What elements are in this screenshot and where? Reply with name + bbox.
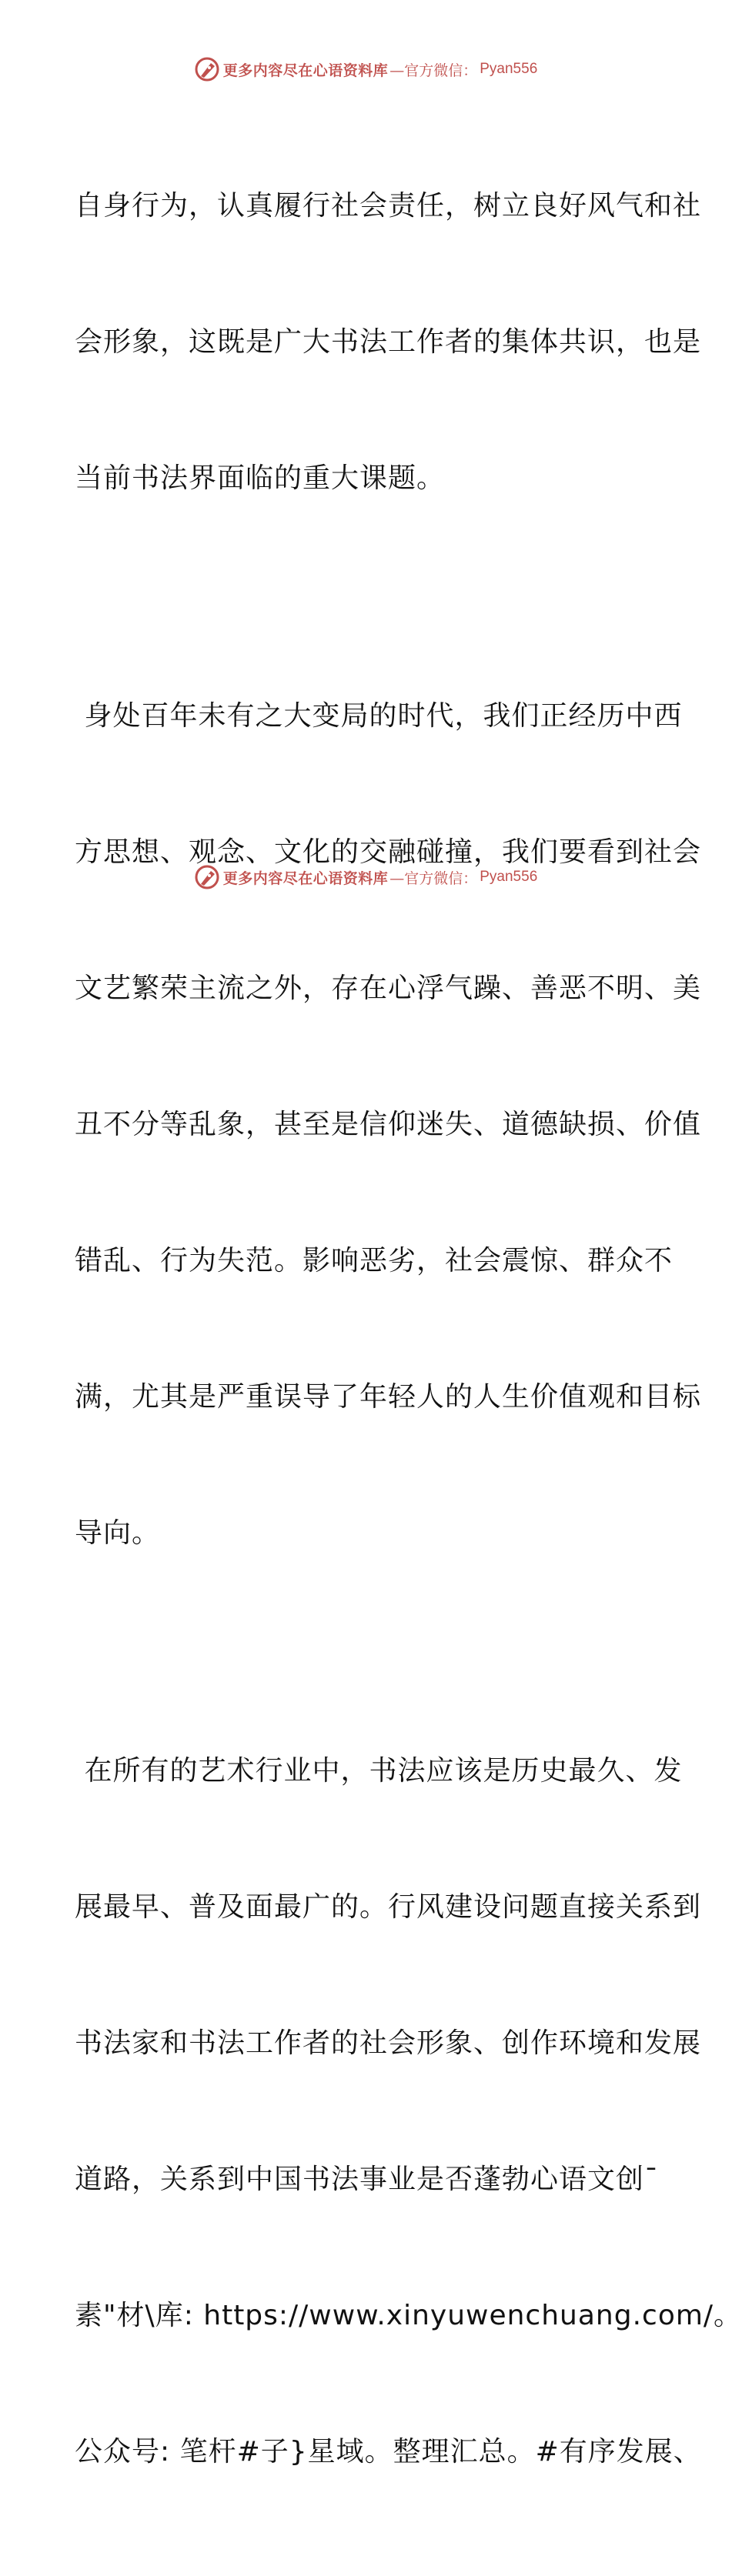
- header-watermark-banner: [0, 55, 731, 83]
- text-line: 丑不分等乱象，甚至是信仰迷失、道德缺损、价值: [75, 1109, 702, 1140]
- pen-nib-logo-icon: [194, 56, 220, 82]
- text-line: 错乱、行为失范。影响恶劣，社会震惊、群众不: [75, 1245, 673, 1276]
- text-line: 展最早、普及面最广的。行风建设问题直接关系到: [75, 1891, 702, 1923]
- text-line: 满，尤其是严重误导了年轻人的人生价值观和目标: [75, 1381, 702, 1413]
- text-line: 在所有的艺术行业中，书法应该是历史最久、发: [75, 1755, 683, 1787]
- header-wechat-id: Pyan556: [480, 61, 538, 77]
- footer-contact-label: —官方微信：: [389, 869, 478, 887]
- pen-nib-logo-icon: [194, 864, 220, 890]
- footer-watermark-banner: [0, 863, 731, 891]
- text-line: 书法家和书法工作者的社会形象、创作环境和发展: [75, 2027, 702, 2059]
- text-line: 会形象，这既是广大书法工作者的集体共识，也是: [75, 326, 702, 358]
- paragraph-3: [75, 1657, 742, 2565]
- text-line: 导向。: [75, 1517, 161, 1549]
- footer-wechat-id: Pyan556: [480, 869, 538, 885]
- text-line: 身处百年未有之大变局的时代，我们正经历中西: [75, 700, 683, 732]
- text-line: 方思想、观念、文化的交融碰撞，我们要看到社会: [75, 836, 702, 868]
- text-line: 素"材\库: https://www.xinyuwenchuang.com/。: [75, 2300, 742, 2331]
- document-body: [75, 92, 742, 2576]
- footer-promo-text: 更多内容尽在心语资料库: [222, 869, 389, 887]
- paragraph-1: [75, 92, 702, 592]
- header-promo-text: 更多内容尽在心语资料库: [222, 62, 389, 79]
- paragraph-2: [75, 602, 702, 1647]
- text-line: 自身行为，认真履行社会责任，树立良好风气和社: [75, 190, 702, 222]
- header-contact-label: —官方微信：: [389, 62, 478, 79]
- text-line: 公众号: 笔杆#子}星域。整理汇总。#有序发展、: [75, 2436, 702, 2468]
- text-line: 当前书法界面临的重大课题。: [75, 462, 446, 494]
- text-line: 文艺繁荣主流之外，存在心浮气躁、善恶不明、美: [75, 973, 702, 1004]
- text-line: 道路，关系到中国书法事业是否蓬勃心语文创¯: [75, 2164, 660, 2195]
